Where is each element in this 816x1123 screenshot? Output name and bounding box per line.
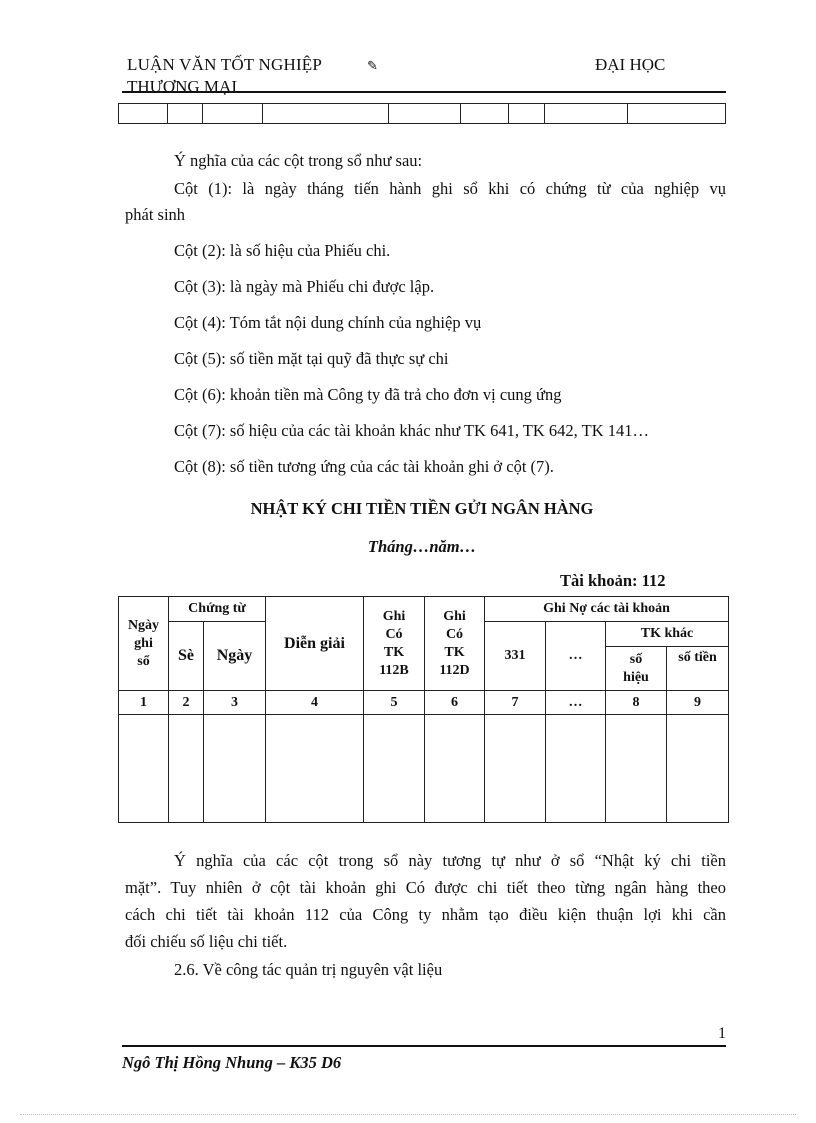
header-account-more: … [546, 622, 606, 691]
header-rule [122, 91, 726, 93]
paragraph-col3: Cột (3): là ngày mà Phiếu chi được lập. [174, 277, 435, 296]
stub-cell [168, 104, 203, 124]
table-cell-empty [546, 715, 606, 823]
paragraph-col8: Cột (8): số tiền tương ứng của các tài khoản ghi ở cột (7). [174, 457, 554, 476]
closing-line-1: Ý nghĩa của các cột trong sổ này tương tự như ở sổ “Nhật ký chi tiền [174, 851, 726, 870]
paragraph-col2: Cột (2): là số hiệu của Phiếu chi. [174, 241, 391, 260]
pen-writing-icon: ✎ [367, 58, 378, 73]
column-number: 8 [606, 691, 667, 715]
paragraph-col1: Cột (1): là ngày tháng tiến hành ghi sổ khi có chứng từ của nghiệp vụ [174, 179, 726, 198]
stub-cell [203, 104, 262, 124]
header-debit-accounts: Ghi Nợ các tài khoản [485, 597, 729, 622]
header-description: Diễn giải [266, 597, 364, 691]
closing-line-4: đối chiếu số liệu chi tiết. [125, 932, 288, 951]
stub-cell [545, 104, 628, 124]
table-cell-empty [485, 715, 546, 823]
paragraph-col1-cont: phát sinh [125, 205, 186, 224]
journal-period: Tháng…năm… [367, 537, 477, 556]
page-edge-divider [20, 1114, 796, 1115]
header-credit-112d: Ghi Có TK 112D [425, 597, 485, 691]
column-number: 4 [266, 691, 364, 715]
journal-title: NHẬT KÝ CHI TIỀN TIỀN GỬI NGÂN HÀNG [250, 499, 594, 518]
header-account-331: 331 [485, 622, 546, 691]
paragraph-col5: Cột (5): số tiền mặt tại quỹ đã thực sự chi [174, 349, 449, 368]
paragraph-col6: Cột (6): khoản tiền mà Công ty đã trả cho đơn vị cung ứng [174, 385, 562, 404]
table-cell-empty [119, 715, 169, 823]
continued-table-stub [118, 103, 726, 124]
table-cell-empty [204, 715, 266, 823]
footer-rule [122, 1045, 726, 1047]
stub-cell [460, 104, 508, 124]
header-title-right: ĐẠI HỌC [595, 55, 666, 74]
header-title-left-line2: THƯƠNG MẠI [127, 77, 237, 96]
stub-cell [262, 104, 389, 124]
paragraph-col4: Cột (4): Tóm tắt nội dung chính của nghiệp vụ [174, 313, 482, 332]
column-number: 9 [667, 691, 729, 715]
closing-line-3: cách chi tiết tài khoản 112 của Công ty nhằm tạo điều kiện thuận lợi khi cần [125, 905, 726, 924]
column-number: 1 [119, 691, 169, 715]
column-number: 5 [364, 691, 425, 715]
stub-cell [389, 104, 460, 124]
header-other-accounts: TK khác [606, 622, 729, 647]
paragraph-col7: Cột (7): số hiệu của các tài khoản khác như TK 641, TK 642, TK 141… [174, 421, 649, 440]
journal-table [118, 596, 729, 823]
table-cell-empty [169, 715, 204, 823]
closing-line-2: mặt”. Tuy nhiên ở cột tài khoản ghi Có được chi tiết theo từng ngân hàng theo [125, 878, 726, 897]
column-number: 3 [204, 691, 266, 715]
stub-cell [508, 104, 544, 124]
table-cell-empty [425, 715, 485, 823]
header-voucher-number: Sè [169, 622, 204, 691]
column-number: 7 [485, 691, 546, 715]
header-credit-112b: Ghi Có TK 112B [364, 597, 425, 691]
header-voucher-date: Ngày [204, 622, 266, 691]
header-other-account-number: số hiệu [606, 647, 667, 691]
header-date-recorded: Ngày ghi sổ [119, 597, 169, 691]
column-number: … [546, 691, 606, 715]
table-cell-empty [606, 715, 667, 823]
page-number: 1 [718, 1025, 726, 1042]
header-voucher: Chứng từ [169, 597, 266, 622]
table-cell-empty [667, 715, 729, 823]
paragraph-intro: Ý nghĩa của các cột trong sổ như sau: [174, 151, 423, 170]
stub-cell [628, 104, 726, 124]
footer-author: Ngô Thị Hồng Nhung – K35 D6 [122, 1053, 342, 1072]
header-title-left: LUẬN VĂN TỐT NGHIỆP [127, 55, 323, 74]
column-number: 6 [425, 691, 485, 715]
column-number: 2 [169, 691, 204, 715]
table-cell-empty [266, 715, 364, 823]
header-other-amount: số tiền [667, 647, 729, 691]
stub-cell [119, 104, 168, 124]
journal-account: Tài khoản: 112 [560, 571, 666, 590]
section-heading: 2.6. Về công tác quản trị nguyên vật liệu [174, 960, 443, 979]
table-cell-empty [364, 715, 425, 823]
